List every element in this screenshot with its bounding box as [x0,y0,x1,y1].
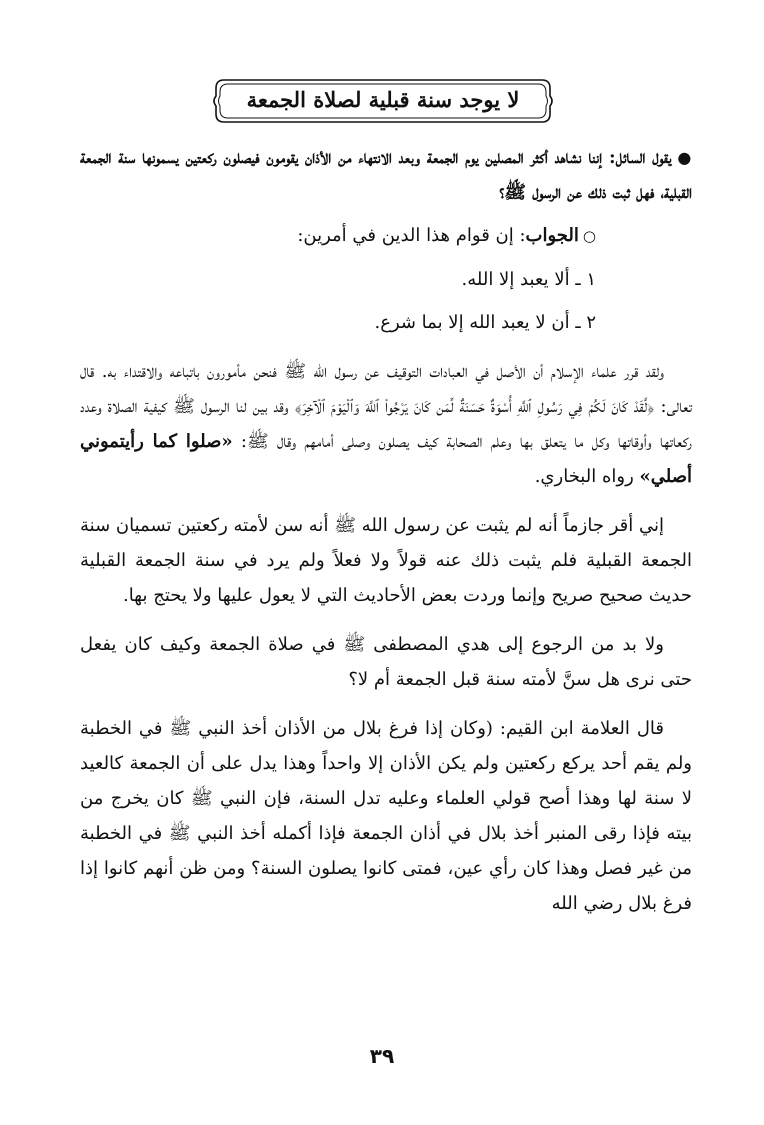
paragraph-4: قال العلامة ابن القيم: (وكان إذا فرغ بلال من الأذان أخذ النبي ﷺ في الخطبة ولم يقم أحد يركع ركعتين ولم يكن الأذان إلا واحداً وهذا يدل على أن الجمعة كالعيد لا سنة لها وهذا أصح قولي العلماء وعليه تدل السنة، فإن النبي ﷺ كان يخرج من بيته فإذا رقى المنبر أخذ بلال في أذان الجمعة فإذا أكمله أخذ النبي ﷺ في الخطبة من غير فصل وهذا كان رأي عين، فمتى كانوا يصلون السنة؟ ومن ظن أنهم كانوا إذا فرغ بلال رضي الله [80,718,692,914]
page-number: ٣٩ [369,1044,395,1068]
answer-item-1: ١ ـ ألا يعبد إلا الله. [461,269,596,290]
paragraph-3: ولا بد من الرجوع إلى هدي المصطفى ﷺ في صلاة الجمعة وكيف كان يفعل حتى نرى هل سنَّ لأمته سنة قبل الجمعة أم لا؟ [80,634,692,690]
paragraph-1-source: رواه البخاري. [534,466,640,487]
question-paragraph [80,140,692,210]
paragraph-1 [80,354,692,494]
bullet-icon: ● [677,148,692,167]
answer-item-2: ٢ ـ أن لا يعبد الله إلا بما شرع. [374,312,596,333]
answer-label: الجواب [525,225,579,246]
paragraph-1-text: ولقد قرر علماء الإسلام أن الأصل في العبادات التوقيف عن رسول الله ﷺ فنحن مأمورون باتباعه والاقتداء به. قال تعالى: ﴿لَّقَدْ كَانَ لَكُمْ فِي رَسُولِ ٱللَّهِ أُسْوَةٌ حَسَنَةٌ لِّمَن كَانَ يَرْجُوا۟ ٱللَّهَ وَٱلْيَوْمَ ٱلْآخِرَ﴾ وقد بين لنا الرسول ﷺ كيفية الصلاة وعدد ركعاتها وأوقاتها وكل ما يتعلق بها وعلم الصحابة كيف يصلون وصلى أمامهم وقال ﷺ: [80,361,692,452]
paragraph-2: إني أقر جازماً أنه لم يثبت عن رسول الله ﷺ أنه سن لأمته ركعتين تسميان سنة الجمعة القبلية فلم يثبت ذلك عنه قولاً ولا فعلاً ولم يرد في سنة الجمعة القبلية حديث صحيح صريح وإنما وردت بعض الأحاديث التي لا يعول عليها ولا يحتج بها. [80,515,692,606]
article-body [80,140,692,921]
hadith-quote: «صلوا كما رأيتموني أصلي» [80,431,692,487]
title-frame [210,74,556,128]
answer-intro-text: : إن قوام هذا الدين في أمرين: [297,225,526,246]
answer-intro [80,218,692,254]
page-title: لا يوجد سنة قبلية لصلاة الجمعة [246,87,520,112]
circle-marker-icon: ○ [582,227,596,245]
question-text: يقول السائل: إننا نشاهد أكثر المصلين يوم الجمعة وبعد الانتهاء من الأذان يقومون فيصلون ركعتين يسمونها سنة الجمعة القبلية، فهل ثبت ذلك عن الرسول ﷺ؟ [80,147,692,203]
